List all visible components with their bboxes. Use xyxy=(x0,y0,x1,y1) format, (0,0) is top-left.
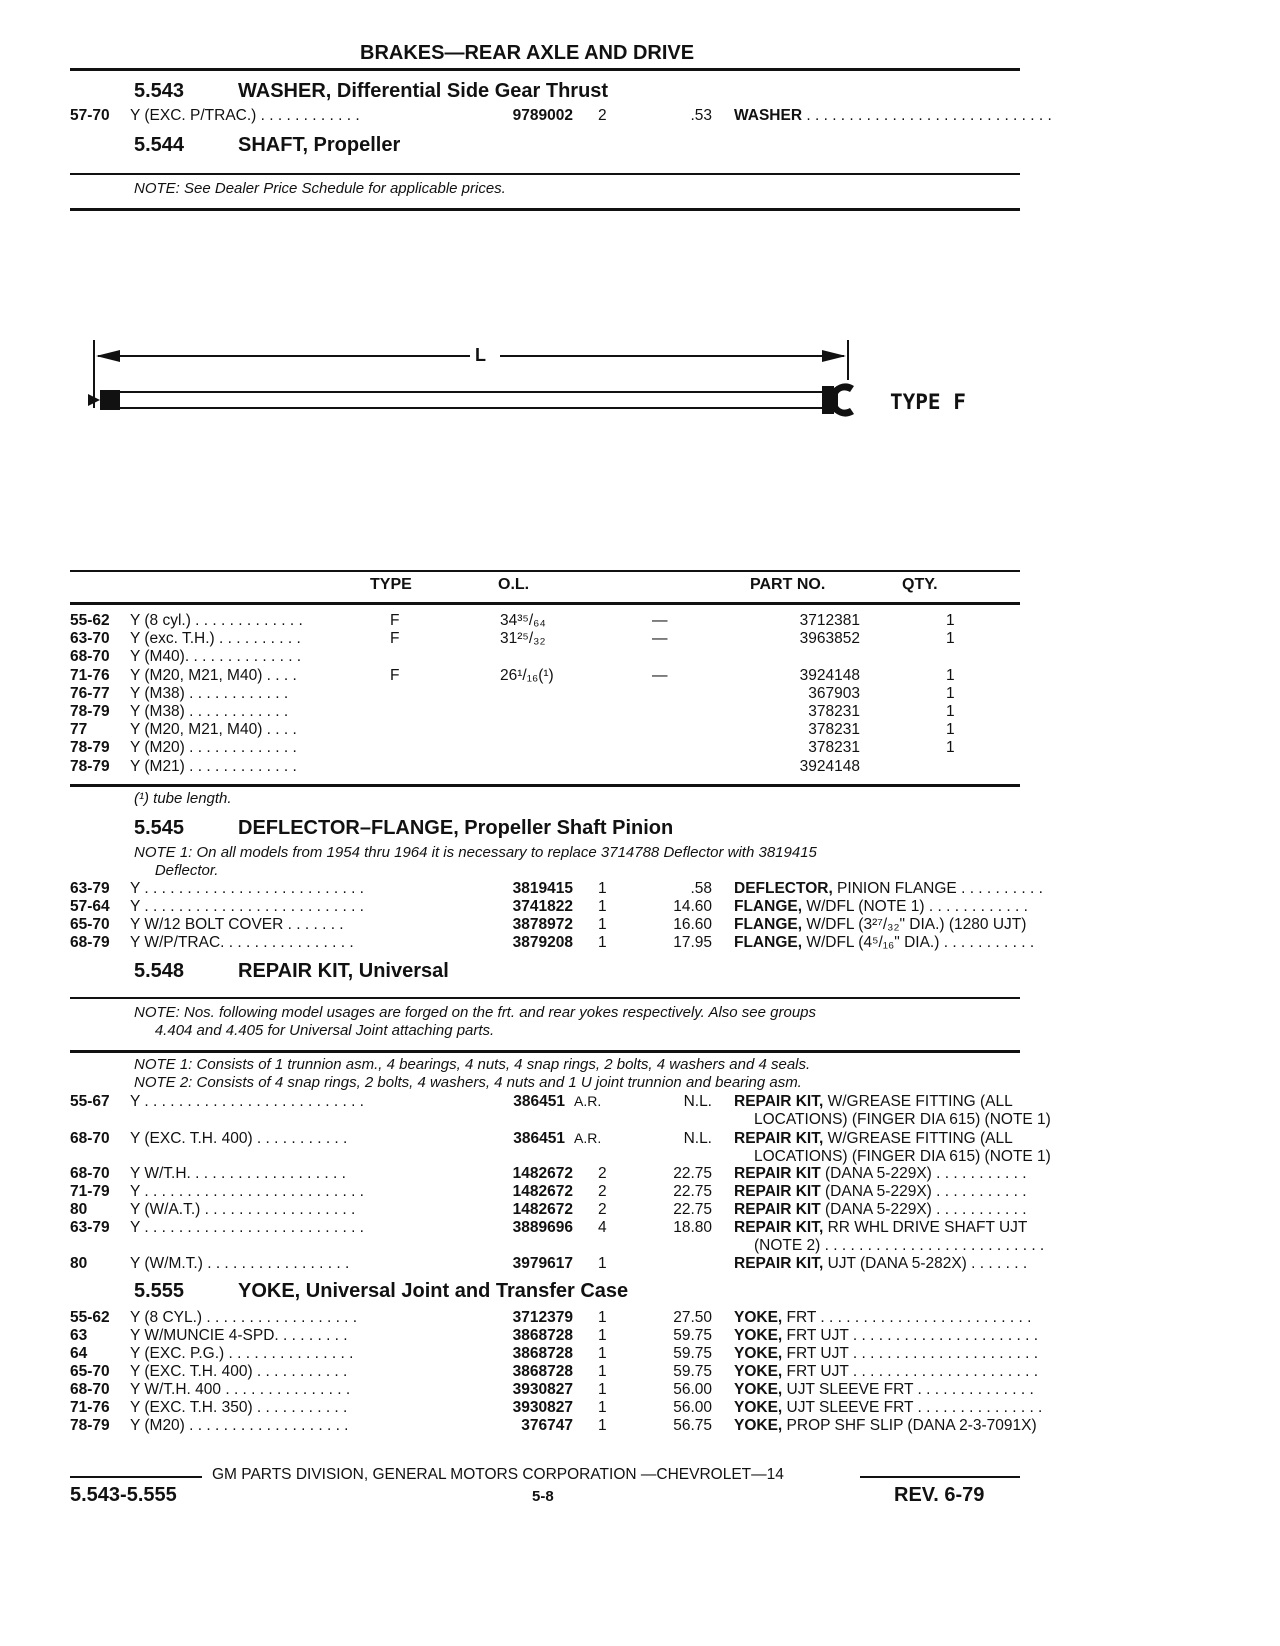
footer-page-number: 5-8 xyxy=(532,1488,554,1505)
shaft-type: F xyxy=(390,612,400,629)
quantity: 1 xyxy=(598,1363,607,1380)
table-row xyxy=(70,612,1020,631)
quantity: 1 xyxy=(598,934,607,951)
table-row xyxy=(70,1255,1028,1274)
quantity: 2 xyxy=(598,1201,607,1218)
quantity: 1 xyxy=(946,666,955,684)
section-5-548-heading: 5.548 REPAIR KIT, Universal xyxy=(134,960,449,982)
price: 14.60 xyxy=(673,898,712,915)
rule xyxy=(70,208,1020,211)
model-years: 78-79 xyxy=(70,757,110,775)
part-number: 386451 xyxy=(513,1130,565,1147)
part-number: 3868728 xyxy=(512,1345,573,1362)
part-description-detail: RR WHL DRIVE SHAFT UJT xyxy=(823,1219,1028,1236)
model-usage: Y (M40). . . . . . . . . . . . . . xyxy=(130,648,302,666)
part-number: 1482672 xyxy=(512,1183,573,1200)
part-number: 3741822 xyxy=(512,898,573,915)
table-row xyxy=(70,880,1043,899)
quantity: 2 xyxy=(598,1183,607,1200)
section-5-544-heading: 5.544 SHAFT, Propeller xyxy=(134,134,401,156)
model-usage: Y (W/M.T.) . . . . . . . . . . . . . . . . . xyxy=(130,1255,350,1272)
part-number: 3979617 xyxy=(512,1255,573,1272)
part-description xyxy=(734,1130,1020,1148)
part-number: 3879208 xyxy=(512,934,573,951)
part-description-detail: UJT SLEEVE FRT . . . . . . . . . . . . . . xyxy=(782,1381,1034,1398)
model-usage: Y (EXC. P.G.) . . . . . . . . . . . . . . . xyxy=(130,1345,354,1362)
part-description xyxy=(734,916,1027,934)
model-usage: Y . . . . . . . . . . . . . . . . . . . . . . . . . . xyxy=(130,1219,364,1236)
part-description xyxy=(734,1309,1032,1327)
price: 17.95 xyxy=(673,934,712,951)
quantity: 1 xyxy=(598,1309,607,1326)
part-description xyxy=(734,880,1043,898)
model-years: 57-70 xyxy=(70,107,110,124)
quantity: 4 xyxy=(598,1219,607,1236)
header-rule xyxy=(70,68,1020,71)
model-years: 63-79 xyxy=(70,880,110,897)
footnote: (¹) tube length. xyxy=(134,790,232,807)
rule xyxy=(70,602,1020,605)
model-years: 55-62 xyxy=(70,1309,110,1326)
table-row xyxy=(70,1363,1039,1382)
table-row xyxy=(70,1130,1051,1165)
model-usage: Y . . . . . . . . . . . . . . . . . . . . . . . . . . xyxy=(130,1183,364,1200)
quantity: 2 xyxy=(598,1165,607,1182)
model-usage: Y (W/A.T.) . . . . . . . . . . . . . . . . . . xyxy=(130,1201,356,1218)
shaft-type: F xyxy=(390,666,400,684)
model-usage: Y W/T.H. . . . . . . . . . . . . . . . . . . xyxy=(130,1165,346,1182)
part-description xyxy=(734,1399,1043,1417)
column-header-type: TYPE xyxy=(370,576,412,593)
part-name: YOKE, xyxy=(734,1381,783,1398)
quantity: 1 xyxy=(598,880,607,897)
part-number: 3889696 xyxy=(512,1219,573,1236)
model-years: 71-76 xyxy=(70,1399,110,1416)
rule xyxy=(70,997,1020,999)
part-description-detail: FRT UJT . . . . . . . . . . . . . . . . . . . . . . xyxy=(782,1345,1039,1362)
part-number: 386451 xyxy=(513,1093,565,1110)
table-row xyxy=(70,1201,1027,1220)
model-years: 78-79 xyxy=(70,1417,110,1434)
part-number: 378231 xyxy=(808,721,860,739)
price: 56.75 xyxy=(673,1417,712,1434)
model-usage: Y W/P/TRAC. . . . . . . . . . . . . . . . xyxy=(130,934,354,951)
model-usage: Y (M20, M21, M40) . . . . xyxy=(130,666,297,684)
part-description xyxy=(734,1417,1037,1435)
part-number: 3930827 xyxy=(512,1399,573,1416)
part-description-continued: (NOTE 2) . . . . . . . . . . . . . . . . . . . . . . . . . . xyxy=(754,1237,1045,1254)
part-name: YOKE, xyxy=(734,1363,783,1380)
table-row xyxy=(70,934,1035,953)
price: 56.00 xyxy=(673,1399,712,1416)
model-usage: Y W/MUNCIE 4-SPD. . . . . . . . . xyxy=(130,1327,348,1344)
model-years: 55-62 xyxy=(70,612,110,629)
part-name: YOKE, xyxy=(734,1309,783,1326)
part-description xyxy=(734,898,1028,916)
model-years: 71-76 xyxy=(70,666,110,684)
part-number: 367903 xyxy=(808,684,860,702)
quantity: 1 xyxy=(598,1399,607,1416)
part-name: YOKE, xyxy=(734,1327,783,1344)
model-usage: Y W/T.H. 400 . . . . . . . . . . . . . . . xyxy=(130,1381,351,1398)
price: 18.80 xyxy=(673,1219,712,1236)
part-description xyxy=(734,1183,1027,1201)
column-header-part-no: PART NO. xyxy=(750,576,826,593)
diagram-type-label: TYPE F xyxy=(890,390,966,414)
part-description xyxy=(734,1255,1028,1273)
quantity: 1 xyxy=(598,1381,607,1398)
model-years: 64 xyxy=(70,1345,88,1362)
price: 22.75 xyxy=(673,1183,712,1200)
footer-rule-right xyxy=(860,1476,1020,1478)
table-row xyxy=(70,1309,1032,1328)
quantity: A.R. xyxy=(574,1093,602,1109)
table-row xyxy=(70,1219,1045,1254)
model-usage: Y (8 cyl.) . . . . . . . . . . . . . xyxy=(130,612,303,629)
model-usage: Y (M20) . . . . . . . . . . . . . xyxy=(130,739,297,757)
part-name: FLANGE, xyxy=(734,898,803,915)
rule xyxy=(70,570,1020,572)
model-years: 78-79 xyxy=(70,739,110,757)
part-name: REPAIR KIT xyxy=(734,1165,821,1182)
table-row xyxy=(70,703,1020,722)
dash-mark: — xyxy=(652,630,668,648)
part-name: YOKE, xyxy=(734,1399,783,1416)
quantity: 1 xyxy=(946,703,955,720)
dash-mark: — xyxy=(652,666,668,684)
model-usage: Y (M38) . . . . . . . . . . . . xyxy=(130,684,289,702)
model-years: 63 xyxy=(70,1327,88,1344)
model-years: 68-70 xyxy=(70,1165,110,1182)
model-usage: Y (8 CYL.) . . . . . . . . . . . . . . . . . . xyxy=(130,1309,358,1326)
part-number: 3963852 xyxy=(799,630,860,648)
propeller-shaft-diagram xyxy=(70,330,1020,440)
price: 22.75 xyxy=(673,1201,712,1218)
table-row xyxy=(70,1345,1039,1364)
model-usage: Y (exc. T.H.) . . . . . . . . . . xyxy=(130,630,301,648)
shaft-type: F xyxy=(390,630,400,648)
part-description-detail: W/DFL (NOTE 1) . . . . . . . . . . . . xyxy=(802,898,1028,915)
quantity: 1 xyxy=(598,1327,607,1344)
model-usage: Y (M38) . . . . . . . . . . . . xyxy=(130,703,289,720)
model-years: 68-70 xyxy=(70,1130,110,1147)
section-5-543-heading: 5.543 WASHER, Differential Side Gear Thrust xyxy=(134,80,609,102)
part-name: REPAIR KIT, xyxy=(734,1255,824,1272)
model-years: 71-79 xyxy=(70,1183,110,1200)
part-description-detail: W/GREASE FITTING (ALL xyxy=(823,1093,1013,1110)
part-description xyxy=(734,1093,1020,1111)
quantity: 1 xyxy=(946,684,955,702)
dimension-label-l: L xyxy=(475,345,486,365)
part-name: REPAIR KIT xyxy=(734,1183,821,1200)
overall-length: 34³⁵/₆₄ xyxy=(500,612,546,629)
part-name: REPAIR KIT xyxy=(734,1201,821,1218)
part-description xyxy=(734,1363,1039,1381)
part-name: WASHER xyxy=(734,107,803,124)
footer-publisher: GM PARTS DIVISION, GENERAL MOTORS CORPORATION —CHEVROLET—14 xyxy=(212,1466,784,1483)
model-years: 80 xyxy=(70,1255,88,1272)
part-name: REPAIR KIT, xyxy=(734,1219,824,1236)
table-row xyxy=(70,1327,1039,1346)
part-description-detail: W/DFL (4⁵/₁₆" DIA.) . . . . . . . . . . . xyxy=(802,934,1035,951)
deflector-note: NOTE 1: On all models from 1954 thru 1964 it is necessary to replace 3714788 Deflector with 3819415 Deflector. xyxy=(134,844,817,879)
table-row xyxy=(70,1417,1037,1436)
price: 22.75 xyxy=(673,1165,712,1182)
part-name: YOKE, xyxy=(734,1345,783,1362)
model-usage: Y (M20, M21, M40) . . . . xyxy=(130,721,297,739)
price: 59.75 xyxy=(673,1363,712,1380)
model-years: 76-77 xyxy=(70,684,110,702)
part-description-continued: LOCATIONS) (FINGER DIA 615) (NOTE 1) xyxy=(754,1148,1051,1165)
table-row xyxy=(70,648,1020,667)
table-row xyxy=(70,107,1052,126)
price: 59.75 xyxy=(673,1345,712,1362)
part-description xyxy=(734,1201,1027,1219)
yoke-forging-note: NOTE: Nos. following model usages are forged on the frt. and rear yokes respectively. Also see groups 4.404 and 4.405 for Universal Joint attaching parts. xyxy=(134,1004,817,1039)
model-years: 63-79 xyxy=(70,1219,110,1236)
table-row xyxy=(70,739,1020,758)
part-description-continued: LOCATIONS) (FINGER DIA 615) (NOTE 1) xyxy=(754,1111,1051,1128)
part-name: FLANGE, xyxy=(734,916,803,933)
rule xyxy=(70,1050,1020,1053)
part-number: 378231 xyxy=(808,703,860,720)
model-usage: Y (M20) . . . . . . . . . . . . . . . . . . . xyxy=(130,1417,349,1434)
quantity: 1 xyxy=(598,898,607,915)
model-usage: Y . . . . . . . . . . . . . . . . . . . . . . . . . . xyxy=(130,1093,364,1110)
part-description xyxy=(734,1381,1034,1399)
column-header-ol: O.L. xyxy=(498,576,530,593)
repair-kit-notes: NOTE 1: Consists of 1 trunnion asm., 4 bearings, 4 nuts, 4 snap rings, 2 bolts, 4 washers and 4 seals. NOTE 2: Consists of 4 snap rings, 2 bolts, 4 washers, 4 nuts and 1 U joint trunnion and bearing asm. xyxy=(134,1056,811,1091)
model-usage: Y . . . . . . . . . . . . . . . . . . . . . . . . . . xyxy=(130,898,364,915)
quantity: 1 xyxy=(598,1417,607,1434)
part-description-detail: UJT (DANA 5-282X) . . . . . . . xyxy=(823,1255,1028,1272)
model-years: 63-70 xyxy=(70,630,110,648)
table-row xyxy=(70,1183,1027,1202)
part-description-detail: FRT UJT . . . . . . . . . . . . . . . . . . . . . . xyxy=(782,1327,1039,1344)
model-years: 55-67 xyxy=(70,1093,110,1110)
model-years: 77 xyxy=(70,721,88,739)
part-name: FLANGE, xyxy=(734,934,803,951)
part-number: 3878972 xyxy=(512,916,573,933)
part-number: 376747 xyxy=(521,1417,573,1434)
quantity: 2 xyxy=(598,107,607,124)
model-years: 57-64 xyxy=(70,898,110,915)
part-number: 3712379 xyxy=(512,1309,573,1326)
table-row xyxy=(70,1093,1051,1128)
part-name: REPAIR KIT, xyxy=(734,1093,824,1110)
model-years: 68-70 xyxy=(70,648,110,666)
part-description-detail: FRT . . . . . . . . . . . . . . . . . . . . . . . . . xyxy=(782,1309,1032,1326)
part-description-detail: (DANA 5-229X) . . . . . . . . . . . xyxy=(820,1165,1027,1182)
column-header-qty: QTY. xyxy=(902,576,938,593)
part-description xyxy=(734,1165,1027,1183)
dash-mark: — xyxy=(652,612,668,629)
price: 16.60 xyxy=(673,916,712,933)
quantity: 1 xyxy=(946,612,955,629)
table-row xyxy=(70,685,1020,704)
rule xyxy=(70,784,1020,787)
rule xyxy=(70,173,1020,175)
part-description-detail: PROP SHF SLIP (DANA 2-3-7091X) xyxy=(782,1417,1037,1434)
table-row xyxy=(70,630,1020,649)
table-row xyxy=(70,758,1020,777)
model-usage: Y (EXC. T.H. 400) . . . . . . . . . . . xyxy=(130,1130,348,1147)
quantity: 1 xyxy=(598,1255,607,1272)
part-description-detail: PINION FLANGE . . . . . . . . . . xyxy=(832,880,1043,897)
model-years: 65-70 xyxy=(70,916,110,933)
part-description xyxy=(734,1327,1039,1345)
part-name: DEFLECTOR, xyxy=(734,880,833,897)
price: .53 xyxy=(690,107,712,124)
price: 59.75 xyxy=(673,1327,712,1344)
price: 56.00 xyxy=(673,1381,712,1398)
part-description-detail: (DANA 5-229X) . . . . . . . . . . . xyxy=(820,1201,1027,1218)
table-row xyxy=(70,667,1020,686)
footer-revision: REV. 6-79 xyxy=(894,1484,985,1506)
table-row xyxy=(70,916,1027,935)
overall-length: 31²⁵/₃₂ xyxy=(500,630,546,648)
price: 27.50 xyxy=(673,1309,712,1326)
model-years: 65-70 xyxy=(70,1363,110,1380)
part-number: 378231 xyxy=(808,739,860,757)
part-description-detail: . . . . . . . . . . . . . . . . . . . . . . . . . . . . . xyxy=(802,107,1052,124)
part-description xyxy=(734,107,1052,125)
table-row xyxy=(70,898,1028,917)
model-usage: Y . . . . . . . . . . . . . . . . . . . . . . . . . . xyxy=(130,880,364,897)
model-usage: Y (M21) . . . . . . . . . . . . . xyxy=(130,757,297,775)
footer-rule-left xyxy=(70,1476,202,1478)
model-usage: Y (EXC. P/TRAC.) . . . . . . . . . . . . xyxy=(130,107,360,124)
part-name: YOKE, xyxy=(734,1417,783,1434)
part-number: 9789002 xyxy=(512,107,573,124)
model-years: 78-79 xyxy=(70,703,110,720)
part-description-detail: FRT UJT . . . . . . . . . . . . . . . . . . . . . . xyxy=(782,1363,1039,1380)
model-years: 80 xyxy=(70,1201,88,1218)
part-number: 3924148 xyxy=(799,757,860,775)
footer-section-range: 5.543-5.555 xyxy=(70,1484,177,1506)
model-usage: Y W/12 BOLT COVER . . . . . . . xyxy=(130,916,344,933)
part-number: 3924148 xyxy=(799,666,860,684)
part-description-detail: W/DFL (3²⁷/₃₂" DIA.) (1280 UJT) xyxy=(802,916,1027,933)
part-number: 3712381 xyxy=(799,612,860,629)
part-number: 1482672 xyxy=(512,1165,573,1182)
part-number: 3819415 xyxy=(512,880,573,897)
part-name: REPAIR KIT, xyxy=(734,1130,824,1147)
model-years: 68-70 xyxy=(70,1381,110,1398)
quantity: 1 xyxy=(598,1345,607,1362)
part-description xyxy=(734,1345,1039,1363)
section-5-555-heading: 5.555 YOKE, Universal Joint and Transfer Case xyxy=(134,1280,629,1302)
page-title: BRAKES—REAR AXLE AND DRIVE xyxy=(360,42,695,64)
model-years: 68-79 xyxy=(70,934,110,951)
price-note: NOTE: See Dealer Price Schedule for applicable prices. xyxy=(134,180,506,197)
part-description-detail: W/GREASE FITTING (ALL xyxy=(823,1130,1013,1147)
table-row xyxy=(70,1399,1043,1418)
part-number: 3868728 xyxy=(512,1327,573,1344)
table-row xyxy=(70,721,1020,740)
part-number: 3930827 xyxy=(512,1381,573,1398)
part-number: 1482672 xyxy=(512,1201,573,1218)
price: .58 xyxy=(690,880,712,897)
part-description xyxy=(734,1219,1028,1237)
part-description xyxy=(734,934,1035,952)
quantity: 1 xyxy=(946,739,955,757)
model-usage: Y (EXC. T.H. 350) . . . . . . . . . . . xyxy=(130,1399,348,1416)
quantity: 1 xyxy=(946,630,955,648)
table-row xyxy=(70,1381,1034,1400)
model-usage: Y (EXC. T.H. 400) . . . . . . . . . . . xyxy=(130,1363,348,1380)
section-5-545-heading: 5.545 DEFLECTOR–FLANGE, Propeller Shaft Pinion xyxy=(134,817,674,839)
quantity: 1 xyxy=(946,721,955,739)
overall-length: 26¹/₁₆(¹) xyxy=(500,666,554,684)
part-description-detail: (DANA 5-229X) . . . . . . . . . . . xyxy=(820,1183,1027,1200)
price: N.L. xyxy=(683,1130,712,1147)
price: N.L. xyxy=(683,1093,712,1110)
part-description-detail: UJT SLEEVE FRT . . . . . . . . . . . . . . . xyxy=(782,1399,1043,1416)
quantity: 1 xyxy=(598,916,607,933)
quantity: A.R. xyxy=(574,1130,602,1146)
table-row xyxy=(70,1165,1027,1184)
part-number: 3868728 xyxy=(512,1363,573,1380)
